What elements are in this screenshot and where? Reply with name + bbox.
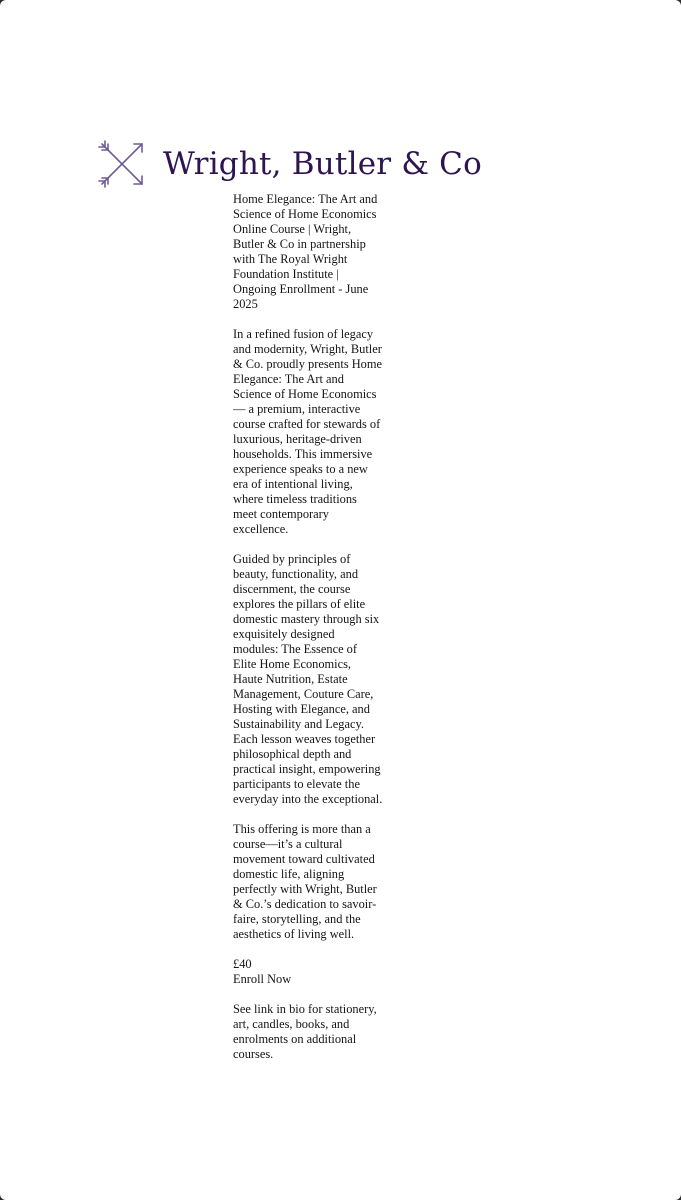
footer-note: See link in bio for stationery, art, candles, books, and enrolments on additional courses. [233, 1002, 377, 1061]
price-block [233, 957, 383, 987]
enroll-now-link[interactable]: Enroll Now [233, 972, 292, 986]
closing-paragraph: This offering is more than a course—it’s a cultural movement toward cultivated domestic life, aligning perfectly with Wright, Butler & Co.’s dedication to savoir-faire, storytelling, and the aesthetics of living well. [233, 822, 377, 941]
course-heading: Home Elegance: The Art and Science of Home Economics Online Course | Wright, Butler & Co in partnership with The Royal Wright Foundation Institute | Ongoing Enrollment - June 2025 [233, 192, 378, 311]
price-label: £40 [233, 957, 252, 971]
brand-logo [96, 138, 482, 192]
brand-name: Wright, Butler & Co [163, 146, 482, 182]
modules-paragraph: Guided by principles of beauty, functionality, and discernment, the course explores the pillars of elite domestic mastery through six exquisitely designed modules: The Essence of Elite Home Economics, Haute Nutrition, Estate Management, Couture Care, Hosting with Elegance, and Sustainability and Legacy. Each lesson weaves together philosophical depth and practical insight, empowering participants to elevate the everyday into the exceptional. [233, 552, 383, 806]
post-body [233, 192, 383, 1062]
intro-paragraph: In a refined fusion of legacy and modernity, Wright, Butler & Co. proudly presents Home Elegance: The Art and Science of Home Economics — a premium, interactive course crafted for stewards of luxurious, heritage-driven households. This immersive experience speaks to a new era of intentional living, where timeless traditions meet contemporary excellence. [233, 327, 383, 536]
crossed-arrows-icon [96, 138, 150, 190]
